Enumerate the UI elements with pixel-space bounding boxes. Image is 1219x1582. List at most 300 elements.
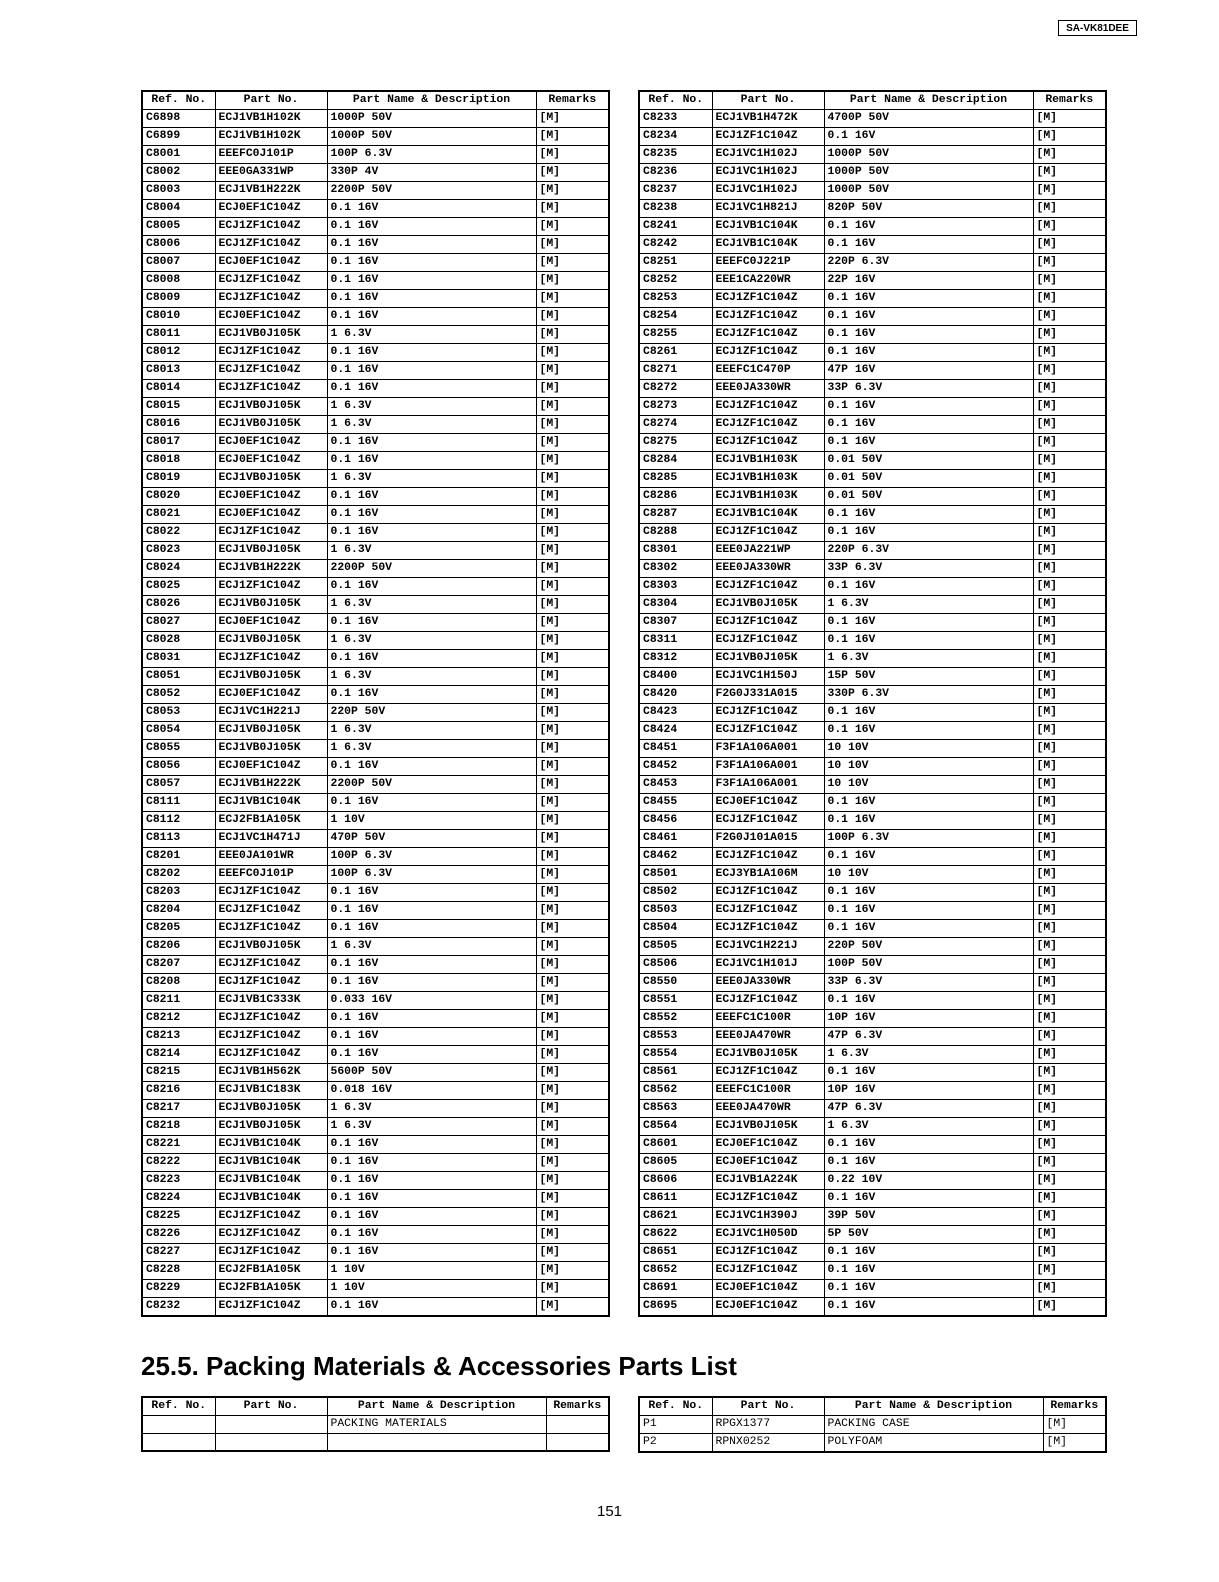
table-row — [639, 344, 1106, 362]
cell-description: 0.1 16V — [824, 794, 1033, 812]
cell-remarks: [M] — [1033, 740, 1106, 758]
table-row — [639, 632, 1106, 650]
cell-remarks: [M] — [536, 488, 609, 506]
table-row — [639, 362, 1106, 380]
table-row — [639, 650, 1106, 668]
table-row — [142, 866, 609, 884]
cell-description: 100P 50V — [824, 956, 1033, 974]
cell-description: 0.1 16V — [824, 884, 1033, 902]
cell-part-no: ECJ1VB0J105K — [712, 1118, 824, 1136]
cell-ref-no: C8284 — [639, 452, 712, 470]
cell-description: 1000P 50V — [824, 164, 1033, 182]
cell-description: 0.1 16V — [327, 650, 536, 668]
table-row — [142, 398, 609, 416]
table-row — [142, 794, 609, 812]
cell-part-no: ECJ1VB1C104K — [712, 236, 824, 254]
cell-description: 0.018 16V — [327, 1082, 536, 1100]
cell-description: 470P 50V — [327, 830, 536, 848]
cell-part-no: ECJ1ZF1C104Z — [215, 1028, 327, 1046]
table-row — [142, 614, 609, 632]
cell-description: 0.1 16V — [327, 758, 536, 776]
table-header-row — [639, 91, 1106, 110]
cell-description: 1 6.3V — [327, 1118, 536, 1136]
table-header-row — [142, 1397, 609, 1416]
cell-description: 0.1 16V — [327, 884, 536, 902]
cell-description: 22P 16V — [824, 272, 1033, 290]
cell-part-no: EEE0JA470WR — [712, 1100, 824, 1118]
cell-description: 10 10V — [824, 740, 1033, 758]
cell-description: 33P 6.3V — [824, 974, 1033, 992]
cell-part-no: ECJ1ZF1C104Z — [215, 1046, 327, 1064]
cell-remarks: [M] — [1033, 614, 1106, 632]
table-row — [639, 1226, 1106, 1244]
cell-remarks: [M] — [1033, 848, 1106, 866]
cell-ref-no: C8024 — [142, 560, 215, 578]
col-description: Part Name & Description — [824, 91, 1033, 110]
cell-part-no: ECJ0EF1C104Z — [215, 308, 327, 326]
cell-part-no: ECJ0EF1C104Z — [215, 254, 327, 272]
cell-description: 330P 4V — [327, 164, 536, 182]
cell-description: 0.1 16V — [327, 344, 536, 362]
cell-description: 1 6.3V — [327, 416, 536, 434]
cell-remarks: [M] — [1033, 884, 1106, 902]
cell-part-no: ECJ1ZF1C104Z — [712, 416, 824, 434]
cell-part-no: ECJ1ZF1C104Z — [215, 956, 327, 974]
cell-part-no: ECJ1ZF1C104Z — [215, 920, 327, 938]
cell-description: 0.1 16V — [327, 974, 536, 992]
col-ref-no: Ref. No. — [142, 91, 215, 110]
cell-description: 1 6.3V — [327, 596, 536, 614]
cell-part-no: ECJ1ZF1C104Z — [215, 1208, 327, 1226]
cell-part-no: ECJ1VB1H103K — [712, 488, 824, 506]
cell-remarks: [M] — [536, 974, 609, 992]
cell-remarks: [M] — [536, 1118, 609, 1136]
cell-part-no: EEEFC1C100R — [712, 1010, 824, 1028]
table-row — [142, 1046, 609, 1064]
cell-ref-no: C8057 — [142, 776, 215, 794]
cell-part-no: ECJ1ZF1C104Z — [215, 1226, 327, 1244]
cell-ref-no: C8202 — [142, 866, 215, 884]
cell-description: 0.1 16V — [327, 686, 536, 704]
cell-part-no: ECJ1ZF1C104Z — [215, 524, 327, 542]
table-row — [639, 110, 1106, 128]
cell-part-no: ECJ1ZF1C104Z — [215, 1010, 327, 1028]
col-remarks: Remarks — [536, 91, 609, 110]
cell-ref-no: C8218 — [142, 1118, 215, 1136]
cell-part-no: ECJ1ZF1C104Z — [712, 290, 824, 308]
cell-ref-no: C8261 — [639, 344, 712, 362]
cell-description: 0.1 16V — [824, 218, 1033, 236]
cell-remarks: [M] — [1033, 1208, 1106, 1226]
cell-remarks: [M] — [1033, 1190, 1106, 1208]
cell-part-no: ECJ1VB0J105K — [215, 416, 327, 434]
cell-remarks: [M] — [536, 956, 609, 974]
cell-remarks: [M] — [536, 632, 609, 650]
table-row — [142, 380, 609, 398]
cell-part-no: ECJ1VB0J105K — [215, 632, 327, 650]
table-row — [142, 1010, 609, 1028]
cell-ref-no: C8015 — [142, 398, 215, 416]
cell-remarks: [M] — [536, 1190, 609, 1208]
cell-description: 0.1 16V — [824, 812, 1033, 830]
cell-description: 0.1 16V — [327, 1172, 536, 1190]
cell-description: 0.1 16V — [824, 1064, 1033, 1082]
cell-ref-no: C8020 — [142, 488, 215, 506]
cell-ref-no: C8233 — [639, 110, 712, 128]
cell-description: 47P 16V — [824, 362, 1033, 380]
cell-remarks: [M] — [1033, 1154, 1106, 1172]
table-row — [639, 776, 1106, 794]
table-row — [639, 1190, 1106, 1208]
table-row — [639, 1280, 1106, 1298]
cell-remarks: [M] — [1033, 542, 1106, 560]
cell-ref-no: C8238 — [639, 200, 712, 218]
cell-description: 0.1 16V — [824, 1136, 1033, 1154]
cell-ref-no: C8001 — [142, 146, 215, 164]
cell-ref-no: C8253 — [639, 290, 712, 308]
table-row — [142, 416, 609, 434]
cell-part-no: F3F1A106A001 — [712, 776, 824, 794]
cell-remarks: [M] — [1033, 794, 1106, 812]
cell-description: 0.1 16V — [824, 398, 1033, 416]
cell-ref-no: C8207 — [142, 956, 215, 974]
cell-description: 0.1 16V — [824, 704, 1033, 722]
cell-ref-no: C8286 — [639, 488, 712, 506]
col-part-no: Part No. — [712, 1397, 824, 1416]
cell-description: 1000P 50V — [824, 146, 1033, 164]
cell-remarks: [M] — [1033, 380, 1106, 398]
table-row — [142, 146, 609, 164]
cell-description: 0.1 16V — [327, 308, 536, 326]
cell-remarks: [M] — [536, 848, 609, 866]
cell-remarks: [M] — [536, 578, 609, 596]
cell-remarks: [M] — [536, 326, 609, 344]
cell-ref-no: C8455 — [639, 794, 712, 812]
cell-remarks: [M] — [536, 1064, 609, 1082]
cell-ref-no: C8208 — [142, 974, 215, 992]
cell-remarks: [M] — [536, 1172, 609, 1190]
cell-part-no: ECJ1VB1C333K — [215, 992, 327, 1010]
cell-remarks: [M] — [536, 542, 609, 560]
cell-description: 0.1 16V — [327, 614, 536, 632]
table-row — [639, 1172, 1106, 1190]
table-row — [639, 1028, 1106, 1046]
cell-description: 0.1 16V — [327, 578, 536, 596]
cell-remarks: [M] — [1033, 668, 1106, 686]
table-row — [142, 596, 609, 614]
cell-remarks: [M] — [1033, 452, 1106, 470]
cell-remarks: [M] — [536, 830, 609, 848]
cell-part-no: ECJ1VC1H102J — [712, 182, 824, 200]
cell-ref-no: C8004 — [142, 200, 215, 218]
cell-description: 1 6.3V — [327, 326, 536, 344]
cell-ref-no: C8228 — [142, 1262, 215, 1280]
cell-description: 1 10V — [327, 1280, 536, 1298]
cell-part-no: ECJ0EF1C104Z — [712, 1280, 824, 1298]
cell-ref-no: C8456 — [639, 812, 712, 830]
cell-part-no: ECJ1VC1H102J — [712, 146, 824, 164]
cell-remarks: [M] — [536, 668, 609, 686]
cell-part-no: ECJ0EF1C104Z — [215, 758, 327, 776]
cell-part-no: ECJ1VB0J105K — [215, 398, 327, 416]
cell-ref-no: C8216 — [142, 1082, 215, 1100]
cell-ref-no: C8304 — [639, 596, 712, 614]
cell-part-no: ECJ0EF1C104Z — [712, 1154, 824, 1172]
table-row — [142, 758, 609, 776]
cell-ref-no: C8562 — [639, 1082, 712, 1100]
cell-remarks: [M] — [1033, 1064, 1106, 1082]
cell-remarks: [M] — [536, 200, 609, 218]
cell-description: 0.1 16V — [327, 524, 536, 542]
cell-remarks: [M] — [1033, 1262, 1106, 1280]
cell-remarks: [M] — [1033, 344, 1106, 362]
cell-ref-no: C8550 — [639, 974, 712, 992]
cell-part-no: ECJ1ZF1C104Z — [215, 236, 327, 254]
col-ref-no: Ref. No. — [142, 1397, 215, 1416]
cell-description: 1 6.3V — [327, 740, 536, 758]
table-row — [142, 1244, 609, 1262]
cell-description: 1 6.3V — [327, 722, 536, 740]
table-row — [639, 308, 1106, 326]
cell-remarks: [M] — [1033, 398, 1106, 416]
cell-part-no: ECJ1VB0J105K — [712, 596, 824, 614]
cell-remarks: [M] — [1033, 506, 1106, 524]
cell-ref-no: C8226 — [142, 1226, 215, 1244]
cell-description: 33P 6.3V — [824, 560, 1033, 578]
cell-description: 220P 6.3V — [824, 254, 1033, 272]
cell-part-no: ECJ1VB0J105K — [215, 1100, 327, 1118]
cell-remarks: [M] — [1033, 434, 1106, 452]
table-row — [142, 1028, 609, 1046]
cell-ref-no: C8224 — [142, 1190, 215, 1208]
table-row — [142, 164, 609, 182]
cell-remarks: [M] — [536, 236, 609, 254]
cell-part-no: ECJ1ZF1C104Z — [215, 290, 327, 308]
cell-description: 5P 50V — [824, 1226, 1033, 1244]
cell-remarks: [M] — [536, 362, 609, 380]
cell-ref-no: C8217 — [142, 1100, 215, 1118]
cell-ref-no: C8552 — [639, 1010, 712, 1028]
cell-ref-no: C8506 — [639, 956, 712, 974]
cell-part-no: ECJ1ZF1C104Z — [215, 650, 327, 668]
cell-remarks: [M] — [536, 938, 609, 956]
table-row — [639, 1118, 1106, 1136]
cell-description: 0.1 16V — [327, 920, 536, 938]
cell-description: 39P 50V — [824, 1208, 1033, 1226]
cell-part-no: ECJ1VB0J105K — [215, 668, 327, 686]
cell-ref-no: C8232 — [142, 1298, 215, 1317]
cell-description: 10 10V — [824, 758, 1033, 776]
cell-part-no: ECJ0EF1C104Z — [215, 488, 327, 506]
cell-ref-no: C8652 — [639, 1262, 712, 1280]
table-row — [639, 686, 1106, 704]
cell-ref-no: C8019 — [142, 470, 215, 488]
cell-ref-no: P2 — [639, 1434, 712, 1453]
cell-remarks: [M] — [1033, 1280, 1106, 1298]
table-row — [142, 506, 609, 524]
table-row — [639, 218, 1106, 236]
cell-remarks: [M] — [536, 1154, 609, 1172]
cell-remarks: [M] — [536, 1028, 609, 1046]
cell-part-no: ECJ1VB0J105K — [215, 470, 327, 488]
cell-description: 220P 6.3V — [824, 542, 1033, 560]
table-row — [639, 704, 1106, 722]
cell-description — [327, 1434, 546, 1451]
table-row — [142, 236, 609, 254]
cell-description: 0.1 16V — [327, 362, 536, 380]
cell-description: 1 6.3V — [824, 1046, 1033, 1064]
cell-ref-no: C8302 — [639, 560, 712, 578]
cell-description: 1 6.3V — [327, 1100, 536, 1118]
cell-part-no: ECJ1ZF1C104Z — [712, 722, 824, 740]
cell-ref-no: C8312 — [639, 650, 712, 668]
table-row — [142, 1416, 609, 1434]
cell-remarks: [M] — [536, 686, 609, 704]
cell-ref-no: C8452 — [639, 758, 712, 776]
table-row — [142, 902, 609, 920]
cell-ref-no: C8606 — [639, 1172, 712, 1190]
cell-description: 330P 6.3V — [824, 686, 1033, 704]
table-row — [142, 434, 609, 452]
cell-remarks: [M] — [536, 560, 609, 578]
cell-remarks: [M] — [536, 776, 609, 794]
table-row — [639, 200, 1106, 218]
cell-remarks: [M] — [536, 506, 609, 524]
cell-description: 0.1 16V — [327, 1028, 536, 1046]
cell-remarks: [M] — [536, 110, 609, 128]
cell-remarks: [M] — [536, 254, 609, 272]
cell-description: 0.1 16V — [327, 380, 536, 398]
cell-ref-no: C8055 — [142, 740, 215, 758]
cell-ref-no: C8014 — [142, 380, 215, 398]
cell-description: 0.1 16V — [824, 1298, 1033, 1317]
cell-remarks: [M] — [1033, 524, 1106, 542]
cell-part-no: ECJ1VC1H390J — [712, 1208, 824, 1226]
cell-ref-no: C8222 — [142, 1154, 215, 1172]
cell-ref-no: C8301 — [639, 542, 712, 560]
cell-description: 100P 6.3V — [824, 830, 1033, 848]
cell-description: 0.01 50V — [824, 488, 1033, 506]
cell-remarks: [M] — [1033, 758, 1106, 776]
cell-remarks: [M] — [536, 182, 609, 200]
cell-description: 0.1 16V — [327, 272, 536, 290]
table-row — [142, 1208, 609, 1226]
table-row — [639, 146, 1106, 164]
cell-description: 0.1 16V — [824, 722, 1033, 740]
cell-part-no: ECJ1VB0J105K — [712, 1046, 824, 1064]
cell-part-no: ECJ1ZF1C104Z — [215, 380, 327, 398]
cell-remarks: [M] — [1033, 308, 1106, 326]
table-row — [639, 722, 1106, 740]
cell-description: 2200P 50V — [327, 560, 536, 578]
cell-ref-no: C8651 — [639, 1244, 712, 1262]
table-row — [639, 740, 1106, 758]
cell-remarks: [M] — [1033, 938, 1106, 956]
table-row — [639, 380, 1106, 398]
cell-part-no: F3F1A106A001 — [712, 758, 824, 776]
cell-part-no: ECJ1VC1H050D — [712, 1226, 824, 1244]
cell-ref-no: C8017 — [142, 434, 215, 452]
cell-ref-no: C8214 — [142, 1046, 215, 1064]
cell-part-no: ECJ1VB1H103K — [712, 452, 824, 470]
cell-remarks: [M] — [1033, 920, 1106, 938]
cell-ref-no: C8461 — [639, 830, 712, 848]
cell-remarks: [M] — [1033, 974, 1106, 992]
cell-description: 220P 50V — [824, 938, 1033, 956]
cell-part-no: ECJ1ZF1C104Z — [712, 308, 824, 326]
table-row — [639, 452, 1106, 470]
cell-description: 100P 6.3V — [327, 146, 536, 164]
cell-ref-no: P1 — [639, 1416, 712, 1434]
col-part-no: Part No. — [215, 91, 327, 110]
cell-remarks: [M] — [536, 1262, 609, 1280]
cell-part-no: ECJ1ZF1C104Z — [712, 1190, 824, 1208]
table-row — [639, 542, 1106, 560]
cell-description: 2200P 50V — [327, 182, 536, 200]
cell-part-no: ECJ1VB0J105K — [215, 542, 327, 560]
cell-part-no: ECJ1VC1H101J — [712, 956, 824, 974]
table-header-row — [142, 91, 609, 110]
cell-part-no: ECJ3YB1A106M — [712, 866, 824, 884]
cell-remarks: [M] — [536, 308, 609, 326]
cell-ref-no: C8236 — [639, 164, 712, 182]
cell-remarks: [M] — [536, 398, 609, 416]
cell-description: 0.1 16V — [327, 290, 536, 308]
cell-part-no: ECJ1VB0J105K — [215, 596, 327, 614]
cell-remarks: [M] — [536, 758, 609, 776]
cell-ref-no: C8601 — [639, 1136, 712, 1154]
cell-description: 0.1 16V — [327, 434, 536, 452]
cell-description: PACKING MATERIALS — [327, 1416, 546, 1434]
table-row — [142, 110, 609, 128]
cell-ref-no: C8611 — [639, 1190, 712, 1208]
cell-part-no: ECJ1ZF1C104Z — [215, 218, 327, 236]
table-row — [639, 794, 1106, 812]
cell-description: 10P 16V — [824, 1082, 1033, 1100]
table-row — [142, 542, 609, 560]
cell-remarks: [M] — [536, 650, 609, 668]
cell-remarks: [M] — [536, 1136, 609, 1154]
cell-description: 0.1 16V — [824, 128, 1033, 146]
table-row — [639, 578, 1106, 596]
table-header-row — [639, 1397, 1106, 1416]
cell-remarks: [M] — [1043, 1434, 1106, 1453]
cell-part-no: ECJ1VB1H472K — [712, 110, 824, 128]
col-remarks: Remarks — [1043, 1397, 1106, 1416]
cell-description: 1 6.3V — [327, 632, 536, 650]
cell-part-no: ECJ1ZF1C104Z — [712, 524, 824, 542]
table-row — [142, 452, 609, 470]
cell-ref-no: C8561 — [639, 1064, 712, 1082]
cell-ref-no: C8204 — [142, 902, 215, 920]
cell-description: 0.1 16V — [327, 452, 536, 470]
table-row — [639, 560, 1106, 578]
cell-part-no: ECJ1ZF1C104Z — [215, 362, 327, 380]
cell-remarks: [M] — [536, 1280, 609, 1298]
col-description: Part Name & Description — [327, 91, 536, 110]
cell-description: 1 6.3V — [327, 398, 536, 416]
cell-part-no: ECJ1VB1C104K — [215, 1154, 327, 1172]
cell-remarks: [M] — [1033, 146, 1106, 164]
cell-remarks: [M] — [1033, 578, 1106, 596]
cell-description: 0.22 10V — [824, 1172, 1033, 1190]
cell-remarks: [M] — [1033, 650, 1106, 668]
cell-part-no: ECJ1ZF1C104Z — [215, 272, 327, 290]
cell-part-no: ECJ1ZF1C104Z — [712, 344, 824, 362]
table-row — [639, 182, 1106, 200]
cell-part-no: ECJ1VB1H562K — [215, 1064, 327, 1082]
cell-description: 0.1 16V — [327, 1190, 536, 1208]
